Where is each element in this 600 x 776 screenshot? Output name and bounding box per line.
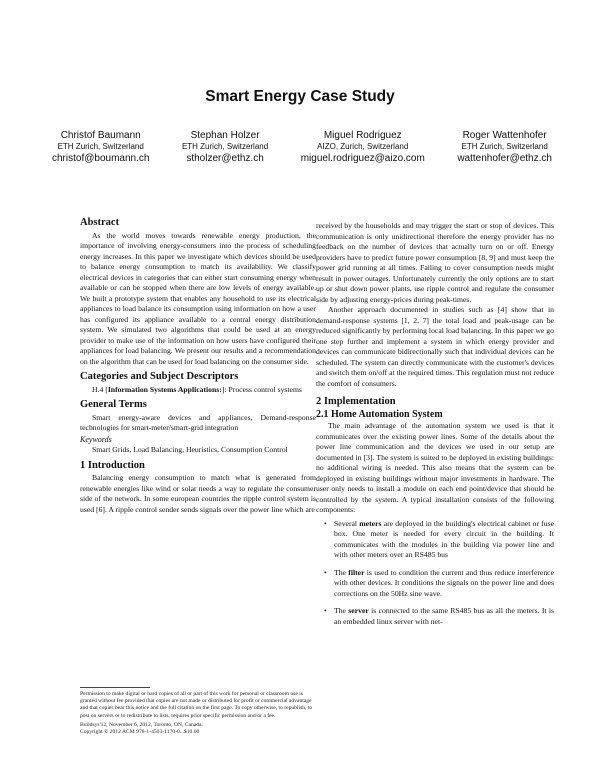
author-email: wattenhofer@ethz.ch <box>457 153 552 164</box>
author-affiliation: ETH Zurich, Switzerland <box>57 142 144 151</box>
home-automation-heading: 2.1 Home Automation System <box>316 408 443 420</box>
author-email: christof@boumann.ch <box>52 153 150 164</box>
implementation-heading: 2 Implementation <box>316 396 396 407</box>
general-terms-section <box>80 400 316 456</box>
abstract-text: As the world moves towards renewable energy production, the importance of involving energy-consumers into the process of scheduling energy increases. In this paper we investigate which devices should be used to balance energy consumption to match its availability. We classify electrical devices in categories that can either start consuming energy when available or can be stopped when there are low levels of energy available. We built a prototype system that enables any household to use its electrical appliances to load balance its consumption using information on how a user has configured its appliance available to a central energy distribution system. We simulated two algorithms that could be used at an energy provider to make use of the information on how users have configured their appliances for load balancing. We present our results and a recommendation on the algorithm that can be used for load balancing on the consumer side. <box>80 230 316 366</box>
left-column <box>80 218 316 520</box>
categories-text: H.4 [Information Systems Applications:]: Process control systems <box>92 384 302 394</box>
categories-section <box>80 372 316 395</box>
paper-title: Smart Energy Case Study <box>205 88 395 105</box>
permission-text: Permission to make digital or hard copies of all or part of this work for personal or classroom use is granted without fee provided that copies are not made or distributed for profit or commercial advantage and that copies bear this notice and the full citation on the first page. To copy otherwise, to republish, to post on servers or to redistribute to lists, requires prior specific permission and/or a fee. <box>80 691 313 719</box>
introduction-heading: 1 Introduction <box>80 459 145 471</box>
author-3 <box>301 130 425 164</box>
author-4 <box>457 130 552 164</box>
general-terms-text: Smart energy-aware devices and appliances, Demand-response technologies for smart-meter/smart-grid integration <box>80 412 316 432</box>
keywords-heading: Keywords <box>80 434 112 444</box>
copyright-line: Copyright © 2012 ACM 978-1-4503-1170-0...$10.00 <box>80 729 200 736</box>
intro-second-paragraph: Another approach documented in studies such as [4] show that in demand-response systems [1, 2, 7] the total load and peak-usage can be reduced significantly by performing local load balancing. In this paper we go one step further and implement a system in which energy provider and devices can communicate bidirectionally such that individual devices can be scheduled. The system can directly communicate with the customer's devices and switch them on/off at the required times. This regulation must not reduce the comfort of consumers. <box>316 305 554 388</box>
list-item: • Several meters are deployed in the building's electrical cabinet or fuse box. One meter is needed for every circuit in the building. It communicates with the modules in the building via power line and with other meters over an RS485 bus <box>334 519 554 561</box>
categories-heading: Categories and Subject Descriptors <box>80 371 239 382</box>
author-list <box>52 130 552 164</box>
introduction-section <box>80 461 316 516</box>
conference-info: Buildsys'12, November 6, 2012, Toronto, ON, Canada. <box>80 721 203 728</box>
right-column <box>316 221 554 634</box>
author-name: Roger Wattenhofer <box>462 130 547 141</box>
list-item: • The server is connected to the same RS485 bus as all the meters. It is an embedded linux server with net- <box>334 606 554 627</box>
home-automation-text: The main advantage of the automation system we used is that it communicates over the existing power lines. Some of the details about the power line communication and the devices we used in our setup are documented in [3]. The system is suited to be deployed in existing buildings: no additional wiring is needed. This also means that the system can be deployed in existing buildings without major investments in hardware. The user only needs to install a module on each end point/device that should be controlled by the system. A typical installation consists of the following components: <box>316 421 554 514</box>
footnote-rule <box>80 687 150 688</box>
intro-continued-text: received by the households and may trigger the start or stop of devices. This communication is only unidirectional therefore the energy provider has no feedback on the number of devices that actually turn on or off. Energy providers have to predict future power consumption [8, 9] and must keep the power grid running at all times. Failing to cover consumption needs might result in power outages. Unfortunately currently the only options are to start up or shut down power plants, use ripple control and regulate the consumer side by adjusting energy-prices during peak-times. <box>316 221 554 304</box>
general-terms-heading: General Terms <box>80 399 147 410</box>
keywords-text: Smart Grids, Load Balancing, Heuristics, Consumption Control <box>92 445 288 454</box>
author-affiliation: AIZO, Zurich, Switzerland <box>317 142 409 151</box>
permission-block <box>80 691 316 736</box>
author-1 <box>52 130 149 164</box>
author-2 <box>182 130 268 164</box>
introduction-text: Balancing energy consumption to match what is generated from renewable energies like wind or solar needs a way to regulate the consumer side of the network. In some european countries the ripple control system is used [6]. A ripple control sender sends signals over the power line which are <box>80 473 316 514</box>
author-affiliation: ETH Zurich, Switzerland <box>181 142 269 151</box>
list-item: • The filter is used to condition the current and thus reduce interference with other devices. It conditions the signals on the power line and does corrections on the 50Hz sine wave. <box>334 568 554 600</box>
author-name: Christof Baumann <box>60 130 141 141</box>
author-name: Miguel Rodriguez <box>323 130 402 141</box>
abstract-section <box>80 218 316 367</box>
author-email: stholzer@ethz.ch <box>186 153 264 164</box>
author-affiliation: ETH Zurich, Switzerland <box>461 142 548 151</box>
component-list <box>316 519 554 628</box>
author-name: Stephan Holzer <box>190 130 260 141</box>
abstract-heading: Abstract <box>80 217 120 228</box>
author-email: miguel.rodriguez@aizo.com <box>300 153 425 164</box>
